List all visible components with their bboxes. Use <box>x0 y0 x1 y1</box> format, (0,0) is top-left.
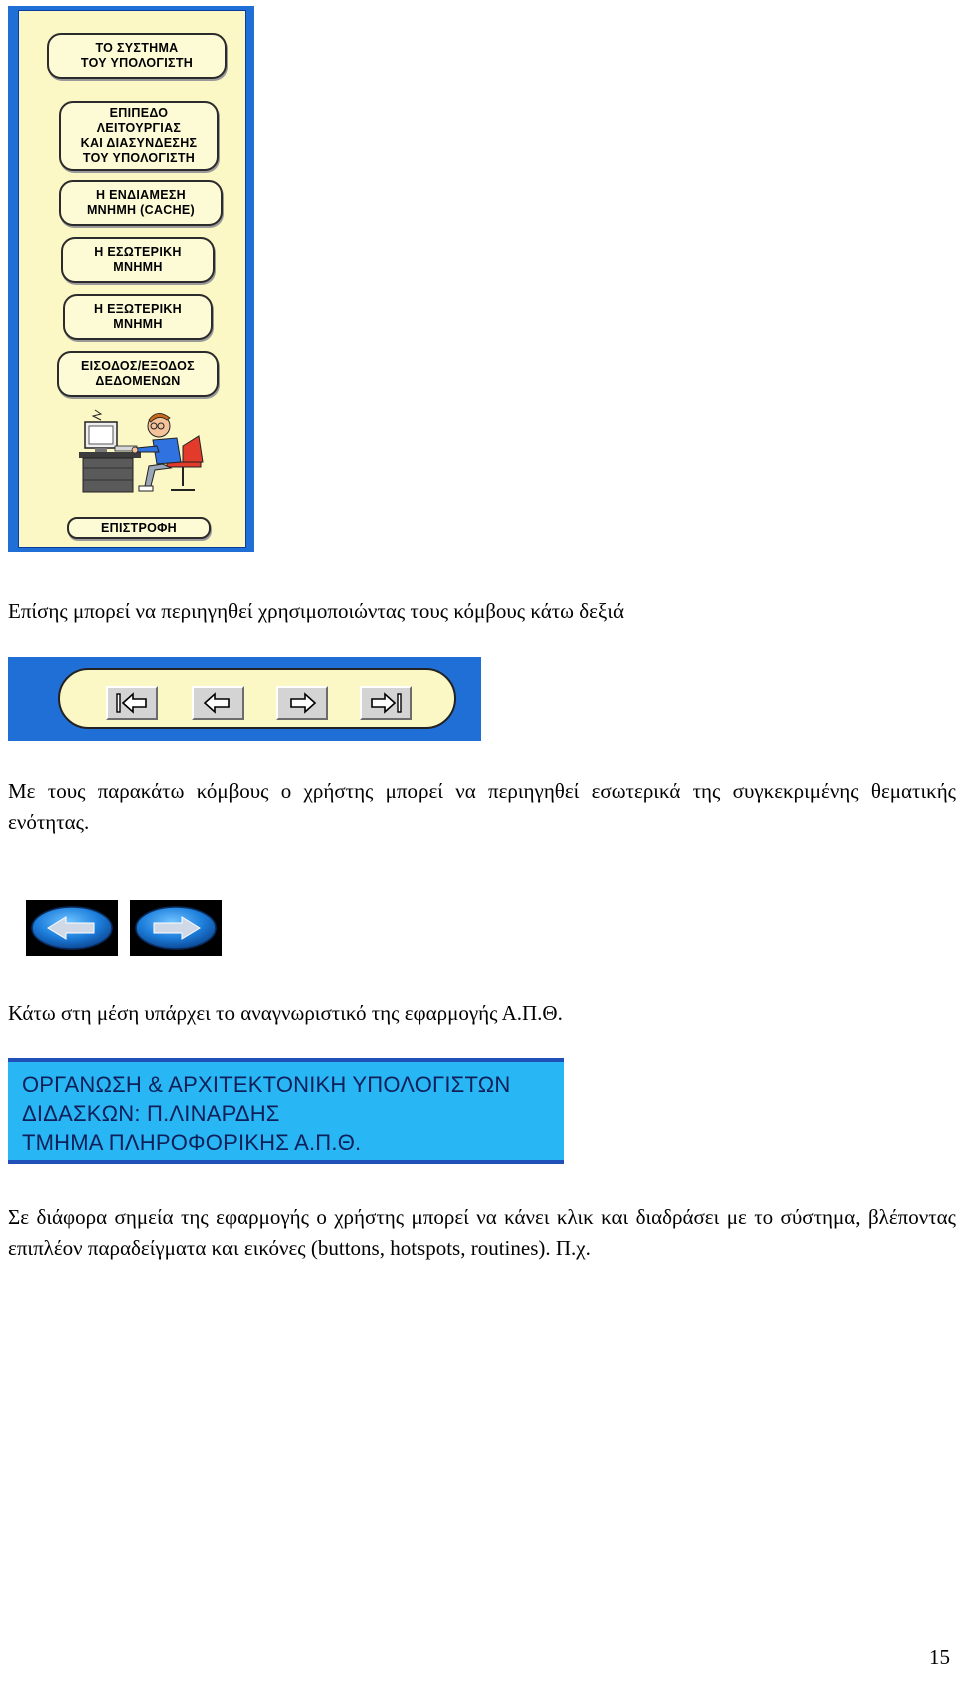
menu-button-label: Η ΕΣΩΤΕΡΙΚΗ ΜΝΗΜΗ <box>94 245 182 274</box>
return-button-label: ΕΠΙΣΤΡΟΦΗ <box>100 520 178 535</box>
application-identifier-banner <box>8 1058 564 1164</box>
left-arrow-icon <box>26 900 118 956</box>
menu-button-data-io[interactable] <box>57 351 219 397</box>
last-page-icon <box>367 691 405 715</box>
first-page-icon <box>113 691 151 715</box>
back-arrow-button[interactable] <box>26 900 118 956</box>
menu-button-external-memory[interactable] <box>63 294 213 340</box>
banner-department: ΤΜΗΜΑ ΠΛΗΡΟΦΟΡΙΚΗΣ Α.Π.Θ. <box>22 1130 362 1155</box>
menu-button-label: ΕΙΣΟΔΟΣ/ΕΞΟΔΟΣ ΔΕΔΟΜΕΝΩΝ <box>81 359 195 388</box>
topic-menu-background <box>18 10 246 548</box>
paragraph-interaction: Σε διάφορα σημεία της εφαρμογής ο χρήστης μπορεί να κάνει κλικ και διαδράσει με το σύστημα, βλέποντας επιπλέον παραδείγματα και εικόνες (buttons, hotspots, routines). Π.χ. <box>8 1205 956 1260</box>
last-page-button[interactable] <box>360 686 412 720</box>
menu-button-label: ΕΠΙΠΕΔΟ ΛΕΙΤΟΥΡΓΙΑΣ ΚΑΙ ΔΙΑΣΥΝΔΕΣΗΣ ΤΟΥ ΥΠΟΛΟΓΙΣΤΗ <box>80 106 198 165</box>
forward-arrow-button[interactable] <box>130 900 222 956</box>
paragraph-app-identifier: Κάτω στη μέση υπάρχει το αναγνωριστικό της εφαρμογής Α.Π.Θ. <box>8 1001 563 1025</box>
menu-button-internal-memory[interactable] <box>61 237 215 283</box>
menu-button-label: Η ΕΞΩΤΕΡΙΚΗ ΜΝΗΜΗ <box>93 302 183 331</box>
menu-button-label: Η ΕΝΔΙΑΜΕΣΗ ΜΝΗΜΗ (CACHE) <box>86 188 196 217</box>
previous-page-button[interactable] <box>192 686 244 720</box>
page-navigation-bar <box>8 657 481 741</box>
banner-course-title: ΟΡΓΑΝΩΣΗ & ΑΡΧΙΤΕΚΤΟΝΙΚΗ ΥΠΟΛΟΓΙΣΤΩΝ <box>22 1072 511 1097</box>
person-at-computer-illustration <box>71 406 211 496</box>
navigation-capsule <box>58 668 456 729</box>
right-arrow-icon <box>130 900 222 956</box>
paragraph-internal-navigation: Με τους παρακάτω κόμβους ο χρήστης μπορεί να περιηγηθεί εσωτερικά της συγκεκριμένης θεματικής ενότητας. <box>8 779 956 834</box>
return-button[interactable] <box>67 517 211 539</box>
next-page-button[interactable] <box>276 686 328 720</box>
next-page-icon <box>283 691 321 715</box>
menu-button-operation-level[interactable] <box>59 101 219 171</box>
menu-button-computer-system[interactable] <box>47 33 227 79</box>
menu-button-cache-memory[interactable] <box>59 180 223 226</box>
previous-page-icon <box>199 691 237 715</box>
banner-instructor: ΔΙΔΑΣΚΩΝ: Π.ΛΙΝΑΡΔΗΣ <box>22 1101 280 1126</box>
menu-button-label: ΤΟ ΣΥΣΤΗΜΑ ΤΟΥ ΥΠΟΛΟΓΙΣΤΗ <box>80 41 194 70</box>
topic-menu-panel <box>8 6 254 552</box>
page-number: 15 <box>929 1645 950 1669</box>
paragraph-navigation-buttons: Επίσης μπορεί να περιηγηθεί χρησιμοποιώντας τους κόμβους κάτω δεξιά <box>8 599 624 623</box>
first-page-button[interactable] <box>106 686 158 720</box>
